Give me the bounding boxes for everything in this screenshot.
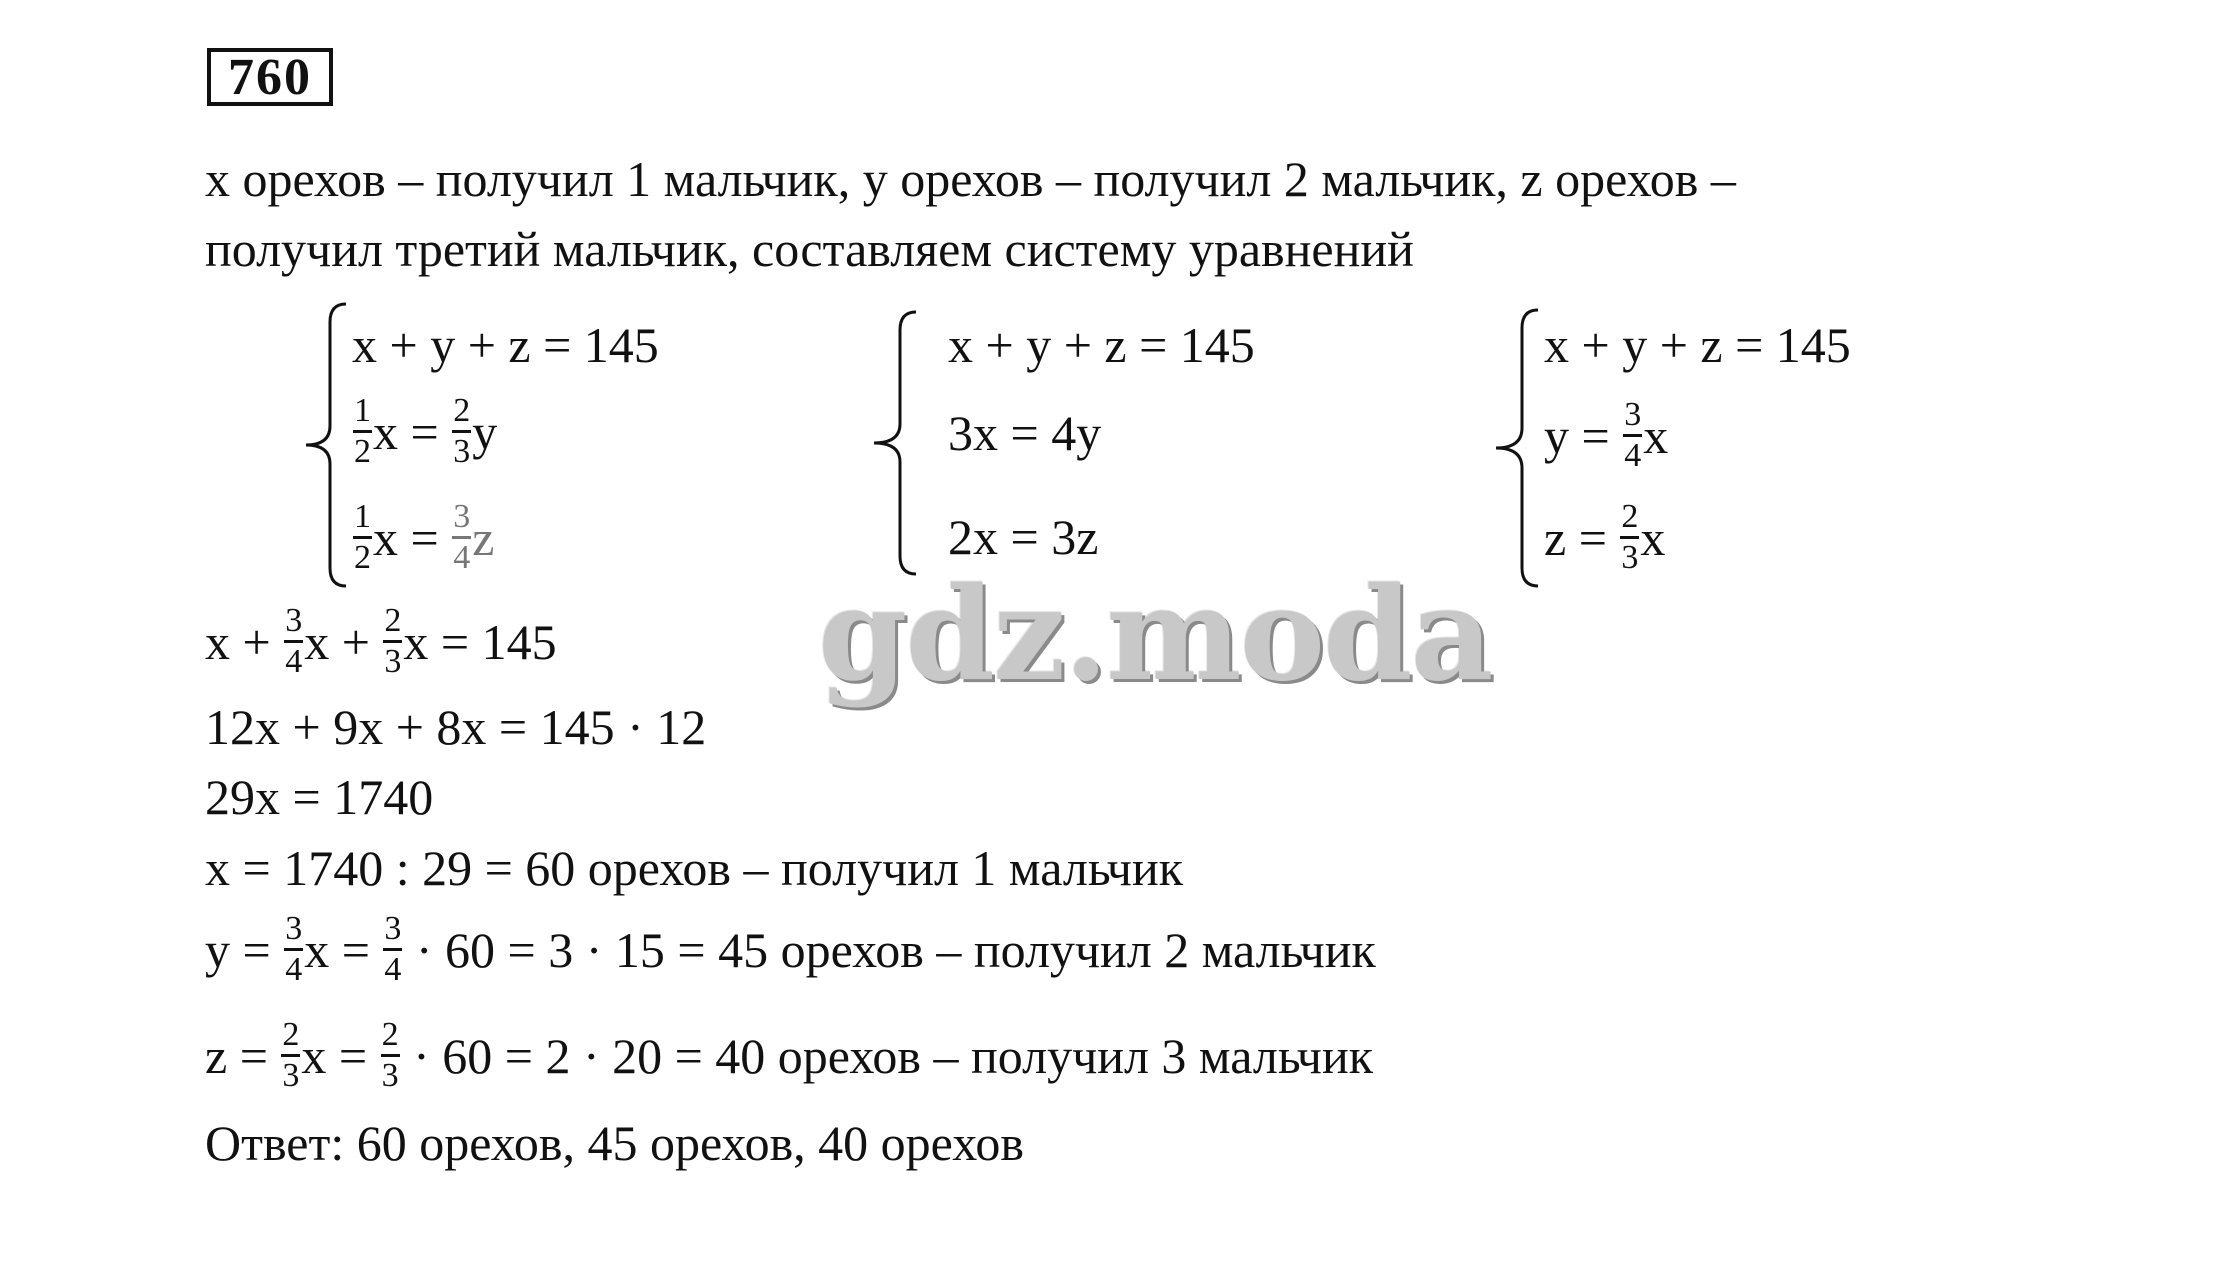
answer: Ответ: 60 орехов, 45 орехов, 40 орехов bbox=[205, 1115, 1024, 1171]
system3-brace bbox=[1488, 306, 1548, 590]
step-6: z = $\frac{2}{3}$ x = $\frac{2}{3}$ · 60 = 2 · 20 = 40 орехов – получил 3 мальчик bbox=[205, 1016, 1374, 1094]
fraction: $\frac{3}{4}$ bbox=[285, 910, 303, 988]
fraction: $\frac{2}{3}$ bbox=[1621, 498, 1639, 576]
fraction: $\frac{2}{3}$ bbox=[282, 1016, 300, 1094]
fraction: $\frac{2}{3}$ bbox=[453, 392, 471, 470]
step-5: y = $\frac{3}{4}$ x = $\frac{3}{4}$ · 60 = 3 · 15 = 45 орехов – получил 2 мальчик bbox=[205, 910, 1376, 988]
fraction: $\frac{3}{4}$ bbox=[285, 602, 303, 680]
watermark: gdz.moda bbox=[818, 560, 1492, 710]
task-number: 760 bbox=[207, 48, 333, 106]
system1-eq3: $\frac{1}{2}$ x = $\frac{3}{4}$ z bbox=[354, 498, 495, 576]
fraction: $\frac{1}{2}$ bbox=[354, 498, 371, 576]
fraction: $\frac{3}{4}$ bbox=[453, 498, 471, 576]
step-4: x = 1740 : 29 = 60 орехов – получил 1 мальчик bbox=[205, 840, 1184, 896]
fraction: $\frac{3}{4}$ bbox=[384, 910, 402, 988]
system1-eq2: $\frac{1}{2}$ x = $\frac{2}{3}$ y bbox=[354, 392, 498, 470]
system3-eq3: z = $\frac{2}{3}$ x bbox=[1544, 498, 1666, 576]
system3-eq1: x + y + z = 145 bbox=[1544, 317, 1851, 373]
step-2: 12x + 9x + 8x = 145 · 12 bbox=[205, 699, 707, 755]
fraction: $\frac{3}{4}$ bbox=[1624, 396, 1642, 474]
system2-eq1: x + y + z = 145 bbox=[948, 317, 1255, 373]
system2-eq2: 3x = 4y bbox=[948, 405, 1102, 461]
system1-eq1: x + y + z = 145 bbox=[352, 317, 659, 373]
system2-brace bbox=[866, 308, 926, 578]
fraction: $\frac{2}{3}$ bbox=[381, 1016, 399, 1094]
system1-brace bbox=[296, 300, 356, 590]
fraction: $\frac{2}{3}$ bbox=[384, 602, 402, 680]
system2-eq3: 2x = 3z bbox=[948, 509, 1099, 565]
step-1: x + $\frac{3}{4}$ x + $\frac{2}{3}$ x = 145 bbox=[205, 602, 557, 680]
system3-eq2: y = $\frac{3}{4}$ x bbox=[1544, 396, 1669, 474]
step-3: 29x = 1740 bbox=[205, 769, 434, 825]
intro-line-2: получил третий мальчик, составляем систему уравнений bbox=[205, 221, 1414, 277]
fraction: $\frac{1}{2}$ bbox=[354, 392, 371, 470]
intro-line-1: x орехов – получил 1 мальчик, y орехов – получил 2 мальчик, z орехов – bbox=[205, 151, 1736, 207]
